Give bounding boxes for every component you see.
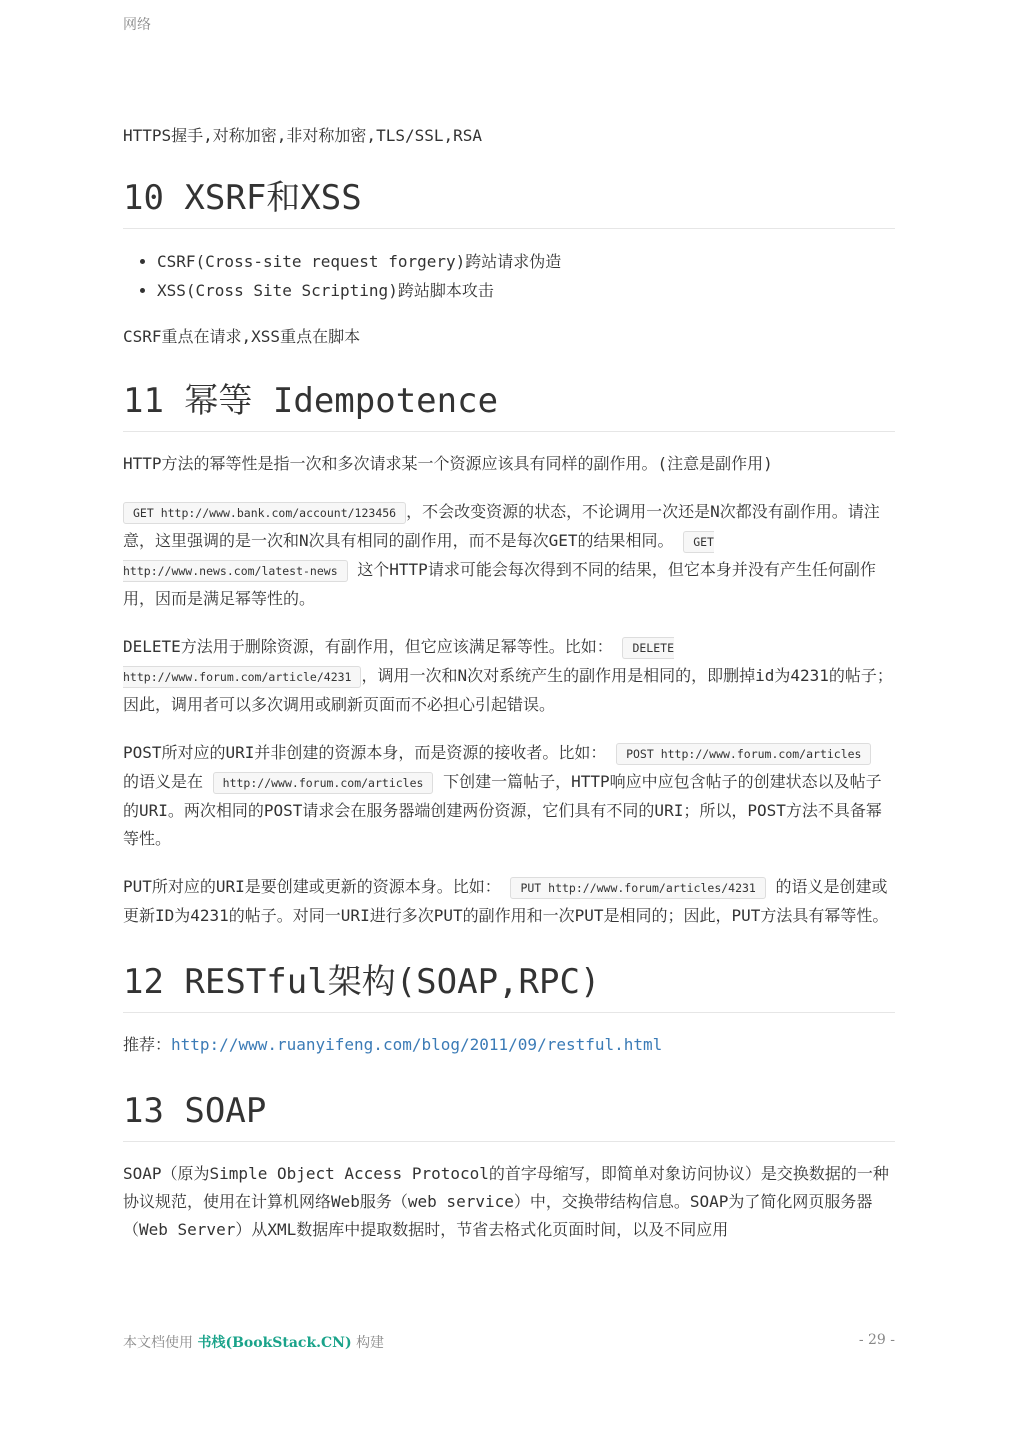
list-item: • CSRF(Cross-site request forgery)跨站请求伪造 xyxy=(157,247,895,276)
section-10-heading: 10 XSRF和XSS xyxy=(123,176,895,229)
paragraph-text: PUT所对应的URI是要创建或更新的资源本身。比如： xyxy=(123,877,501,896)
paragraph-text: ，不会改变资源的状态，不论调用一次还是N次都没有副作用。请注意，这里强调的是一次和N次具有相同的副作用，而不是每次GET的结果相同。 xyxy=(123,502,880,550)
restful-link[interactable]: http://www.ruanyifeng.com/blog/2011/09/restful.html xyxy=(171,1035,663,1054)
recommend-label: 推荐： xyxy=(123,1035,172,1054)
section-11-p2 xyxy=(123,498,895,613)
intro-text: HTTPS握手,对称加密,非对称加密,TLS/SSL,RSA xyxy=(123,126,483,145)
section-12-recommend xyxy=(123,1031,895,1059)
paragraph-text: 的语义是在 xyxy=(123,772,204,791)
list-item: • XSS(Cross Site Scripting)跨站脚本攻击 xyxy=(157,276,895,305)
bookstack-link[interactable]: 书栈(BookStack.CN) xyxy=(197,1335,352,1351)
section-10-summary: CSRF重点在请求,XSS重点在脚本 xyxy=(123,327,361,346)
footer-suffix: 构建 xyxy=(356,1335,385,1351)
code-snippet: http://www.forum.com/articles xyxy=(213,772,434,794)
section-12-heading: 12 RESTful架构(SOAP,RPC) xyxy=(123,960,895,1013)
paragraph-text: 这个HTTP请求可能会每次得到不同的结果，但它本身并没有产生任何副作用，因而是满足幂等性的。 xyxy=(123,560,876,608)
footer-credit xyxy=(123,1332,384,1352)
code-snippet: POST http://www.forum.com/articles xyxy=(616,743,871,765)
code-snippet: DELETE http://www.forum.com/article/4231 xyxy=(123,637,674,688)
paragraph-text: 下创建一篇帖子，HTTP响应中应包含帖子的创建状态以及帖子的URI。两次相同的POST请求会在服务器端创建两份资源，它们具有不同的URI；所以，POST方法不具备幂等性。 xyxy=(123,772,882,848)
paragraph-text: 的语义是创建或更新ID为4231的帖子。对同一URI进行多次PUT的副作用和一次PUT是相同的；因此，PUT方法具有幂等性。 xyxy=(123,877,889,925)
page-number: - 29 - xyxy=(858,1332,895,1348)
section-11-heading: 11 幂等 Idempotence xyxy=(123,379,895,432)
code-snippet: PUT http://www.forum/articles/4231 xyxy=(510,877,765,899)
code-snippet: GET http://www.bank.com/account/123456 xyxy=(123,502,406,524)
running-header: 网络 xyxy=(123,17,151,33)
footer-prefix: 本文档使用 xyxy=(123,1335,193,1351)
section-11-p5 xyxy=(123,873,895,930)
section-11-p3 xyxy=(123,633,895,719)
paragraph-text: DELETE方法用于删除资源，有副作用，但它应该满足幂等性。比如： xyxy=(123,637,613,656)
section-11-p1: HTTP方法的幂等性是指一次和多次请求某一个资源应该具有同样的副作用。(注意是副作用) xyxy=(123,454,773,473)
section-13-heading: 13 SOAP xyxy=(123,1089,895,1142)
paragraph-text: POST所对应的URI并非创建的资源本身，而是资源的接收者。比如： xyxy=(123,743,607,762)
document-body xyxy=(123,120,895,1244)
section-11-p4 xyxy=(123,739,895,853)
code-snippet: GET http://www.news.com/latest-news xyxy=(123,531,714,582)
section-13-p1: SOAP（原为Simple Object Access Protocol的首字母缩写，即简单对象访问协议）是交换数据的一种协议规范，使用在计算机网络Web服务（web service）中，交换带结构信息。SOAP为了简化网页服务器（Web Server）从XML数据库中提取数据时，节省去格式化页面时间，以及不同应用 xyxy=(123,1164,889,1239)
paragraph-text: ，调用一次和N次对系统产生的副作用是相同的，即删掉id为4231的帖子；因此，调用者可以多次调用或刷新页面而不必担心引起错误。 xyxy=(123,666,893,714)
section-10-list xyxy=(123,247,895,305)
